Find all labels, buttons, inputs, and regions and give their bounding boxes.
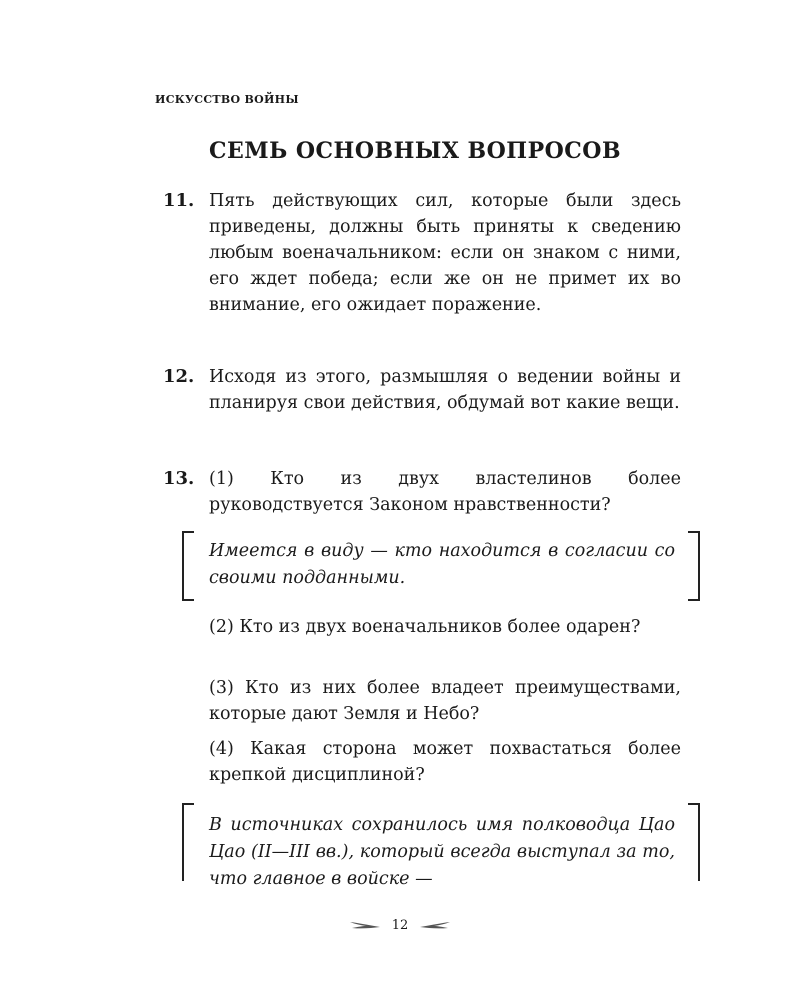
commentary-text: В источниках сохранилось имя полководца Цао Цао (II—III вв.), который всегда выступал за то, что главное в войске — bbox=[209, 815, 675, 889]
page-footer bbox=[0, 918, 800, 933]
left-bracket bbox=[182, 803, 194, 881]
commentary-box bbox=[182, 803, 700, 889]
left-bracket bbox=[182, 531, 194, 601]
paragraph-text: (1) Кто из двух властелинов более руководствуется Законом нравственности? bbox=[209, 469, 681, 515]
paragraph-number: 11. bbox=[163, 190, 195, 211]
question-3: (3) Кто из них более владеет преимуществами, которые дают Земля и Небо? bbox=[209, 678, 681, 724]
right-bracket bbox=[688, 803, 700, 881]
wing-ornament-icon bbox=[418, 920, 452, 932]
paragraph-text: Исходя из этого, размышляя о ведении войны и планируя свои действия, обдумай вот какие вещи. bbox=[209, 367, 681, 413]
commentary-text: Имеется в виду — кто находится в согласии со своими подданными. bbox=[209, 541, 675, 588]
running-head: ИСКУССТВО ВОЙНЫ bbox=[155, 93, 299, 106]
paragraph-text: Пять действующих сил, которые были здесь приведены, должны быть приняты к сведению любым военачальником: если он знаком с ними, его ждет победа; если же он не примет их во внимание, его ожидает поражение. bbox=[209, 191, 681, 315]
paragraph-number: 12. bbox=[163, 366, 195, 387]
wing-ornament-icon bbox=[348, 920, 382, 932]
right-bracket bbox=[688, 531, 700, 601]
paragraph-13 bbox=[163, 466, 683, 518]
paragraph-11 bbox=[163, 188, 683, 318]
page-number: 12 bbox=[391, 918, 409, 933]
question-4: (4) Какая сторона может похвастаться более крепкой дисциплиной? bbox=[209, 739, 681, 785]
paragraph-12 bbox=[163, 364, 683, 416]
question-2: (2) Кто из двух военачальников более одарен? bbox=[209, 617, 641, 637]
paragraph-number: 13. bbox=[163, 468, 195, 489]
chapter-title: СЕМЬ ОСНОВНЫХ ВОПРОСОВ bbox=[208, 138, 622, 164]
commentary-box bbox=[182, 531, 700, 601]
